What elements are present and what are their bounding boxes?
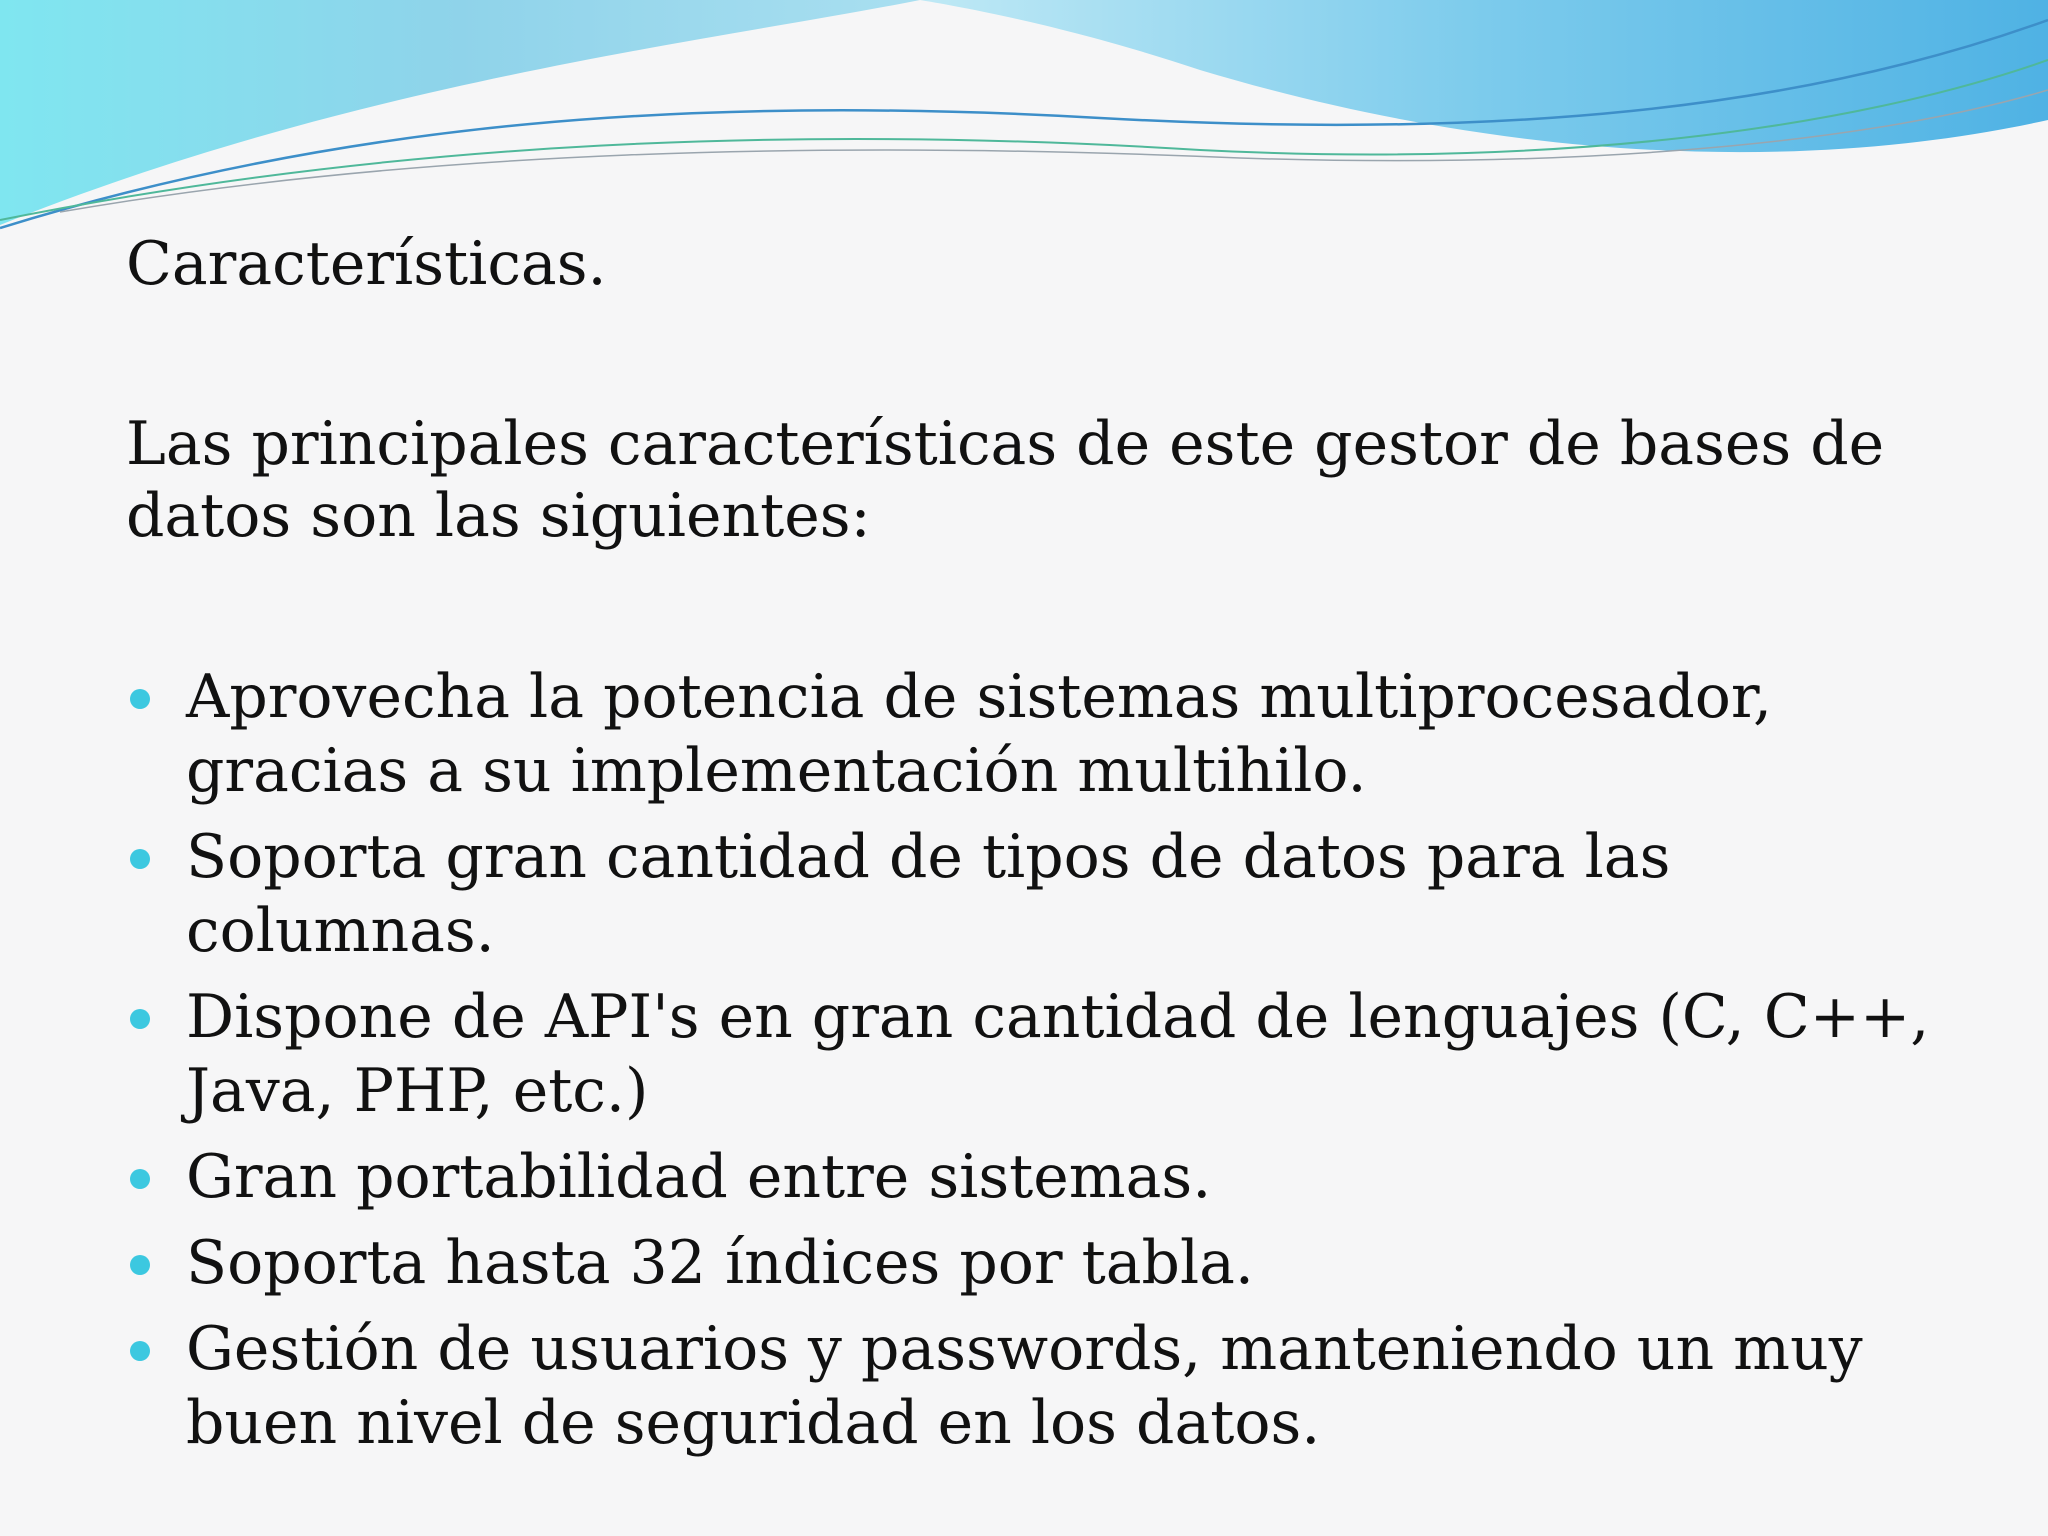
bullet-icon xyxy=(130,689,150,709)
list-item-text: Aprovecha la potencia de sistemas multiprocesador, gracias a su implementación multihilo. xyxy=(186,662,1773,806)
list-item-text: Soporta gran cantidad de tipos de datos para las columnas. xyxy=(186,822,1671,966)
header-wave-decoration xyxy=(0,0,2048,240)
list-item-text: Soporta hasta 32 índices por tabla. xyxy=(186,1228,1254,1298)
list-item-text: Dispone de API's en gran cantidad de lenguajes (C, C++, Java, PHP, etc.) xyxy=(186,982,1930,1126)
list-item xyxy=(126,660,1946,808)
bullet-icon xyxy=(130,1009,150,1029)
list-item xyxy=(126,1312,1946,1460)
list-item xyxy=(126,980,1946,1128)
bullet-icon xyxy=(130,849,150,869)
list-item-text: Gestión de usuarios y passwords, manteniendo un muy buen nivel de seguridad en los datos. xyxy=(186,1314,1863,1458)
bullet-icon xyxy=(130,1341,150,1361)
slide-heading: Características. xyxy=(126,229,607,299)
list-item-text: Gran portabilidad entre sistemas. xyxy=(186,1142,1212,1212)
list-item xyxy=(126,1140,1946,1214)
feature-list xyxy=(126,660,1946,1460)
slide-content xyxy=(126,228,1946,1472)
wave-left xyxy=(0,0,920,225)
wave-right xyxy=(920,0,2048,152)
intro-paragraph: Las principales características de este gestor de bases de datos son las siguientes: xyxy=(126,409,1885,551)
list-item xyxy=(126,1226,1946,1300)
bullet-icon xyxy=(130,1169,150,1189)
list-item xyxy=(126,820,1946,968)
bullet-icon xyxy=(130,1255,150,1275)
